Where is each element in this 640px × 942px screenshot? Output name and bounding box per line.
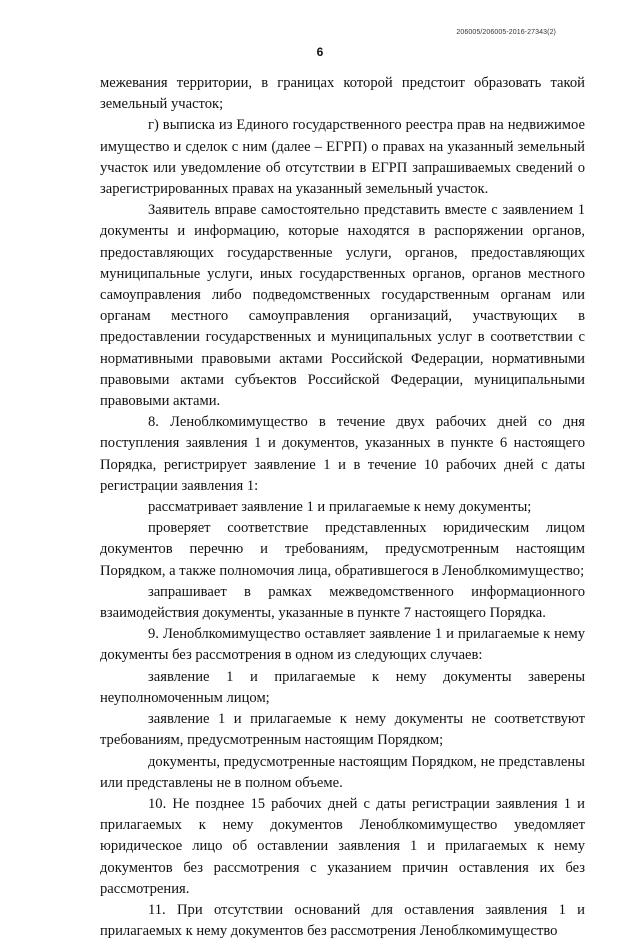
paragraph-clause-9-case-3: документы, предусмотренные настоящим Порядком, не представлены или представлены не в полном объеме. [100, 753, 585, 791]
paragraph-clause-10: 10. Не позднее 15 рабочих дней с даты регистрации заявления 1 и прилагаемых к нему документов Леноблкомимущество уведомляет юридическое лицо об оставлении заявления 1 и прилагаемых к нему документов без рассмотрения с указанием причин оставления их без рассмотрения. [100, 795, 585, 897]
paragraph-item-g: г) выписка из Единого государственного реестра прав на недвижимое имущество и сделок с ним (далее – ЕГРП) о правах на указанный земельный участок или уведомление об отсутствии в ЕГРП запрашиваемых сведений о зарегистрированных правах на указанный земельный участок. [100, 117, 585, 198]
paragraph-clause-9-case-2: заявление 1 и прилагаемые к нему документы не соответствуют требованиям, предусмотренным настоящим Порядком; [100, 711, 585, 749]
paragraph-clause-9: 9. Леноблкомимущество оставляет заявление 1 и прилагаемые к нему документы без рассмотрения в одном из следующих случаев: [100, 626, 585, 664]
document-body [100, 73, 585, 942]
page-number: 6 [316, 45, 324, 59]
document-id: 206005/206005-2016-27343(2) [456, 29, 556, 36]
paragraph-clause-11: 11. При отсутствии оснований для оставления заявления 1 и прилагаемых к нему документов без рассмотрения Леноблкомимущество [100, 901, 585, 940]
paragraph-clause-8-action-2: проверяет соответствие представленных юридическим лицом документов перечню и требованиям, предусмотренным настоящим Порядком, а также полномочия лица, обратившегося в Леноблкомимущество; [100, 520, 585, 579]
paragraph-applicant-right: Заявитель вправе самостоятельно представить вместе с заявлением 1 документы и информацию, которые находятся в распоряжении органов, предоставляющих государственные услуги, органов, предоставляющих муниципальные услуги, иных государственных органов, органов местного самоуправления либо подведомственных государственным органам или органам местного самоуправления организаций, участвующих в предоставлении государственных и муниципальных услуг в соответствии с нормативными правовыми актами Российской Федерации, нормативными правовыми актами субъектов Российской Федерации, муниципальными правовыми актами. [100, 202, 585, 410]
paragraph-clause-8-action-1: рассматривает заявление 1 и прилагаемые к нему документы; [148, 499, 532, 516]
paragraph-clause-8: 8. Леноблкомимущество в течение двух рабочих дней со дня поступления заявления 1 и документов, указанных в пункте 6 настоящего Порядка, регистрирует заявление 1 и в течение 10 рабочих дней с даты регистрации заявления 1: [100, 414, 585, 494]
paragraph-continuation: межевания территории, в границах которой предстоит образовать такой земельный участок; [100, 75, 585, 113]
paragraph-clause-9-case-1: заявление 1 и прилагаемые к нему документы заверены неуполномоченным лицом; [100, 668, 585, 706]
paragraph-clause-8-action-3: запрашивает в рамках межведомственного информационного взаимодействия документы, указанные в пункте 7 настоящего Порядка. [100, 583, 585, 622]
